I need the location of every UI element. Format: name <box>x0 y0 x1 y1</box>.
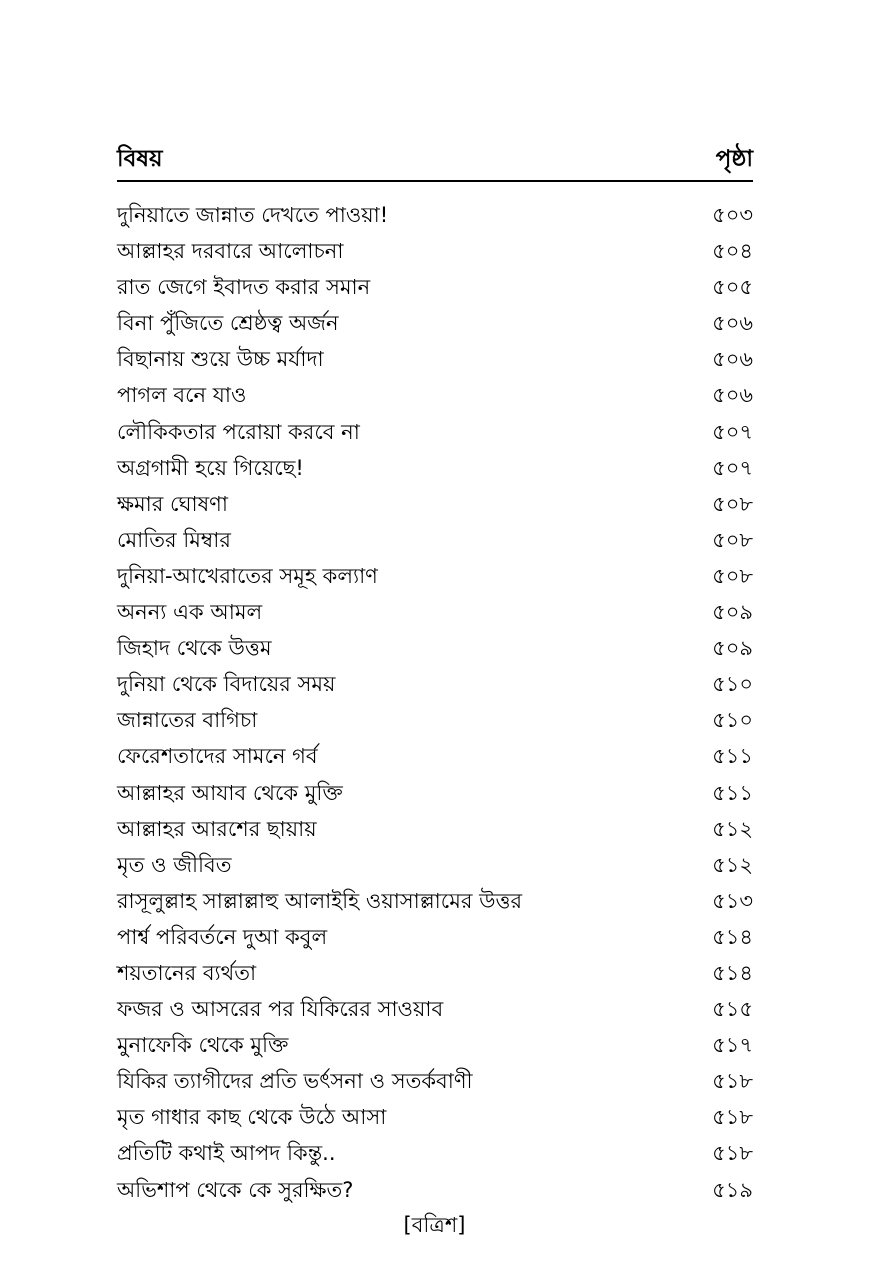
toc-entry-title: শয়তানের ব্যর্থতা <box>117 960 257 985</box>
toc-entry-page: ৫১৮ <box>712 1105 753 1130</box>
toc-entry <box>117 414 753 450</box>
toc-entry-title: যিকির ত্যাগীদের প্রতি ভর্ৎসনা ও সতর্কবাণী <box>117 1069 473 1094</box>
toc-entry-title: পাগল বনে যাও <box>117 383 247 408</box>
toc-entry <box>117 1063 753 1099</box>
toc-entry <box>117 811 753 847</box>
toc-entry <box>117 1027 753 1063</box>
toc-entry <box>117 1099 753 1135</box>
toc-entry-page: ৫০৬ <box>712 347 753 372</box>
page-column-heading: পৃষ্ঠা <box>715 146 753 172</box>
toc-entry-page: ৫১১ <box>712 744 753 769</box>
toc-entry-title: মৃত গাধার কাছ থেকে উঠে আসা <box>117 1105 387 1130</box>
toc-entry <box>117 666 753 702</box>
toc-entry <box>117 630 753 666</box>
toc-entry-page: ৫০৩ <box>712 203 753 227</box>
toc-entry <box>117 197 753 233</box>
toc-entry-title: ক্ষমার ঘোষণা <box>117 491 228 516</box>
toc-entry-page: ৫১০ <box>712 708 753 733</box>
topic-column-heading: বিষয় <box>117 146 163 172</box>
toc-entry <box>117 558 753 594</box>
toc-entry <box>117 847 753 883</box>
toc-entry-page: ৫০৫ <box>712 275 753 300</box>
toc-entry-title: রাত জেগে ইবাদত করার সমান <box>117 275 371 300</box>
toc-entry-page: ৫১৪ <box>712 924 753 949</box>
toc-entry-title: দুনিয়াতে জান্নাত দেখতে পাওয়া! <box>117 203 389 227</box>
toc-list <box>117 197 753 1208</box>
toc-entry-title: বিনা পুঁজিতে শ্রেষ্ঠত্ব অর্জন <box>117 311 339 336</box>
toc-entry-page: ৫১৯ <box>712 1177 753 1202</box>
toc-entry-page: ৫০৯ <box>712 636 753 661</box>
toc-entry <box>117 486 753 522</box>
toc-entry-page: ৫০৮ <box>712 491 753 516</box>
toc-entry-page: ৫১৮ <box>712 1141 753 1166</box>
toc-entry <box>117 594 753 630</box>
toc-entry <box>117 919 753 955</box>
toc-entry-title: রাসূলুল্লাহ সাল্লাল্লাহু আলাইহি ওয়াসাল্লামের উত্তর <box>117 888 523 913</box>
toc-entry <box>117 775 753 811</box>
toc-entry <box>117 702 753 738</box>
toc-entry-page: ৫০৮ <box>712 563 753 588</box>
toc-entry-title: দুনিয়া থেকে বিদায়ের সময় <box>117 672 336 697</box>
toc-header <box>117 140 753 178</box>
toc-entry-page: ৫০৬ <box>712 311 753 336</box>
toc-entry <box>117 305 753 341</box>
toc-entry-title: অগ্রগামী হয়ে গিয়েছে! <box>117 455 304 480</box>
toc-entry-page: ৫১৪ <box>712 960 753 985</box>
toc-entry <box>117 377 753 413</box>
toc-entry-page: ৫১৭ <box>712 1033 753 1058</box>
toc-entry-page: ৫১১ <box>712 780 753 805</box>
toc-entry-page: ৫১৩ <box>712 888 753 913</box>
toc-entry-title: দুনিয়া-আখেরাতের সমূহ কল্যাণ <box>117 563 378 588</box>
toc-entry-title: অনন্য এক আমল <box>117 600 263 625</box>
toc-entry-page: ৫১২ <box>712 852 753 877</box>
toc-entry-page: ৫০৬ <box>712 383 753 408</box>
header-divider <box>117 180 753 182</box>
toc-entry-title: প্রতিটি কথাই আপদ কিন্তু.. <box>117 1141 336 1166</box>
toc-entry <box>117 269 753 305</box>
toc-entry-title: লৌকিকতার পরোয়া করবে না <box>117 419 360 444</box>
toc-entry <box>117 233 753 269</box>
toc-entry-title: অভিশাপ থেকে কে সুরক্ষিত? <box>117 1177 354 1202</box>
toc-entry-page: ৫০৯ <box>712 600 753 625</box>
toc-entry-page: ৫০৭ <box>712 419 753 444</box>
toc-entry-title: ফেরেশতাদের সামনে গর্ব <box>117 744 318 769</box>
toc-entry-title: জিহাদ থেকে উত্তম <box>117 636 272 661</box>
toc-entry-title: মুনাফেকি থেকে মুক্তি <box>117 1033 289 1058</box>
toc-entry-title: জান্নাতের বাগিচা <box>117 708 258 733</box>
toc-entry <box>117 1172 753 1208</box>
toc-entry-title: ফজর ও আসরের পর যিকিরের সাওয়াব <box>117 997 444 1022</box>
toc-entry-page: ৫০৮ <box>712 527 753 552</box>
toc-entry <box>117 738 753 774</box>
toc-entry-page: ৫০৭ <box>712 455 753 480</box>
toc-entry-title: আল্লাহর আযাব থেকে মুক্তি <box>117 780 343 805</box>
toc-entry <box>117 955 753 991</box>
toc-entry-title: পার্শ্ব পরিবর্তনে দুআ কবুল <box>117 924 328 949</box>
toc-entry-page: ৫১২ <box>712 816 753 841</box>
toc-entry-title: আল্লাহর আরশের ছায়ায় <box>117 816 317 841</box>
toc-entry <box>117 991 753 1027</box>
toc-entry-page: ৫১০ <box>712 672 753 697</box>
toc-entry <box>117 341 753 377</box>
page-number-footer: [বত্রিশ] <box>403 1213 466 1237</box>
toc-entry-title: মোতির মিম্বার <box>117 527 231 552</box>
toc-entry-title: মৃত ও জীবিত <box>117 852 232 877</box>
toc-entry <box>117 450 753 486</box>
toc-entry <box>117 883 753 919</box>
toc-entry-page: ৫১৫ <box>712 997 753 1022</box>
toc-entry <box>117 1135 753 1171</box>
toc-entry-page: ৫১৮ <box>712 1069 753 1094</box>
toc-entry-page: ৫০৪ <box>712 239 753 264</box>
toc-entry-title: আল্লাহর দরবারে আলোচনা <box>117 239 344 264</box>
toc-entry <box>117 522 753 558</box>
toc-entry-title: বিছানায় শুয়ে উচ্চ মর্যাদা <box>117 347 324 372</box>
